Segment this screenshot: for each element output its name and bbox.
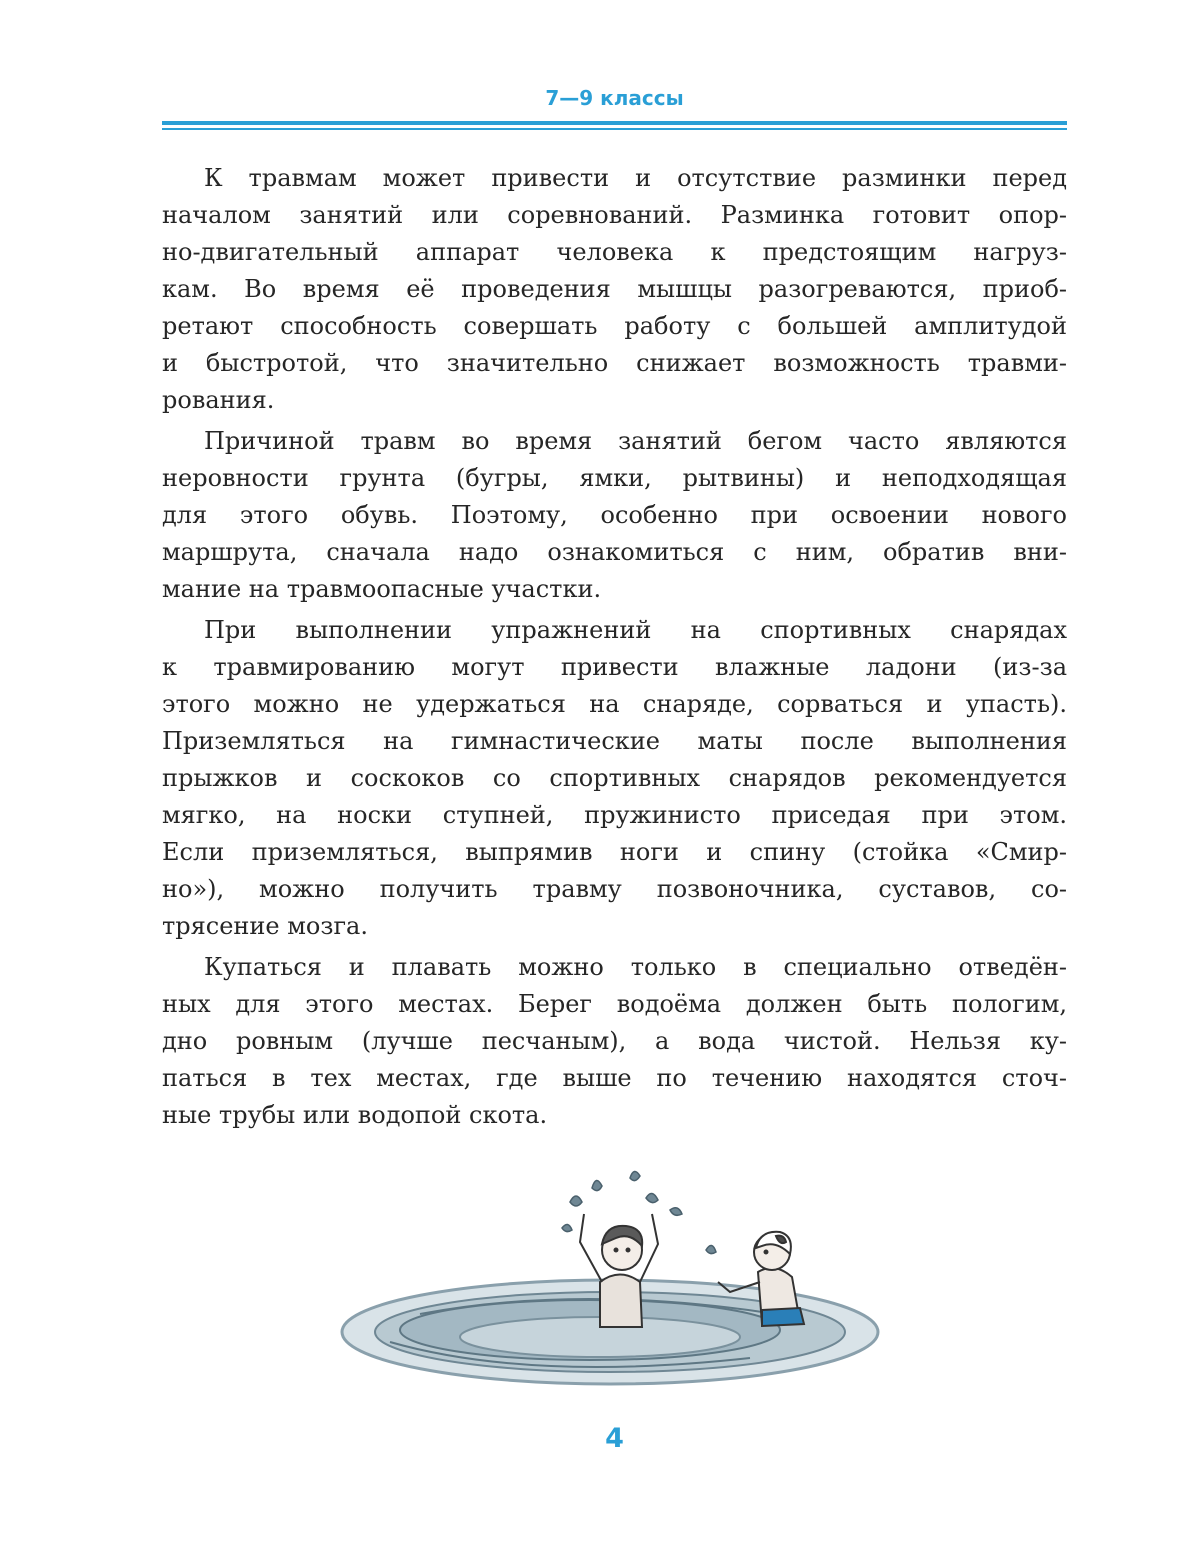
text-line: трясение мозга. <box>162 912 368 940</box>
text-line: ные трубы или водопой скота. <box>162 1101 548 1129</box>
paragraph <box>162 612 1067 945</box>
text-line: Купаться и плавать можно только в специально отведён- <box>204 953 1067 981</box>
text-line: неровности грунта (бугры, ямки, рытвины) и неподходящая <box>162 464 1067 492</box>
text-line: ных для этого местах. Берег водоёма должен быть пологим, <box>162 990 1067 1018</box>
text-line: к травмированию могут привести влажные ладони (из-за <box>162 653 1067 681</box>
children-swimming-illustration <box>330 1132 890 1402</box>
text-line: При выполнении упражнений на спортивных снарядах <box>204 616 1067 644</box>
text-line: но-двигательный аппарат человека к предстоящим нагруз- <box>162 238 1067 266</box>
text-line: маршрута, сначала надо ознакомиться с ним, обратив вни- <box>162 538 1067 566</box>
text-line: Если приземляться, выпрямив ноги и спину (стойка «Смир- <box>162 838 1067 866</box>
text-line: мягко, на носки ступней, пружинисто приседая при этом. <box>162 801 1067 829</box>
paragraph <box>162 160 1067 419</box>
header-rule-thin <box>162 128 1067 130</box>
text-line: кам. Во время её проведения мышцы разогреваются, приоб- <box>162 275 1067 303</box>
text-line: но»), можно получить травму позвоночника, суставов, со- <box>162 875 1067 903</box>
text-line: и быстротой, что значительно снижает возможность травми- <box>162 349 1067 377</box>
text-line: ретают способность совершать работу с большей амплитудой <box>162 312 1067 340</box>
page-number: 4 <box>605 1423 624 1454</box>
text-line: паться в тех местах, где выше по течению находятся сточ- <box>162 1064 1067 1092</box>
text-line: этого можно не удержаться на снаряде, сорваться и упасть). <box>162 690 1067 718</box>
text-line: мание на травмоопасные участки. <box>162 575 602 603</box>
text-line: Причиной травм во время занятий бегом часто являются <box>204 427 1067 455</box>
text-line: рования. <box>162 386 275 414</box>
body-text <box>162 160 1067 1138</box>
text-line: дно ровным (лучше песчаным), а вода чистой. Нельзя ку- <box>162 1027 1067 1055</box>
page-header: 7—9 классы <box>545 86 684 110</box>
paragraph <box>162 949 1067 1134</box>
text-line: К травмам может привести и отсутствие разминки перед <box>204 164 1067 192</box>
header-rule-thick <box>162 121 1067 125</box>
text-line: прыжков и соскоков со спортивных снарядов рекомендуется <box>162 764 1067 792</box>
text-line: началом занятий или соревнований. Разминка готовит опор- <box>162 201 1067 229</box>
paragraph <box>162 423 1067 608</box>
text-line: для этого обувь. Поэтому, особенно при освоении нового <box>162 501 1067 529</box>
text-line: Приземляться на гимнастические маты после выполнения <box>162 727 1067 755</box>
